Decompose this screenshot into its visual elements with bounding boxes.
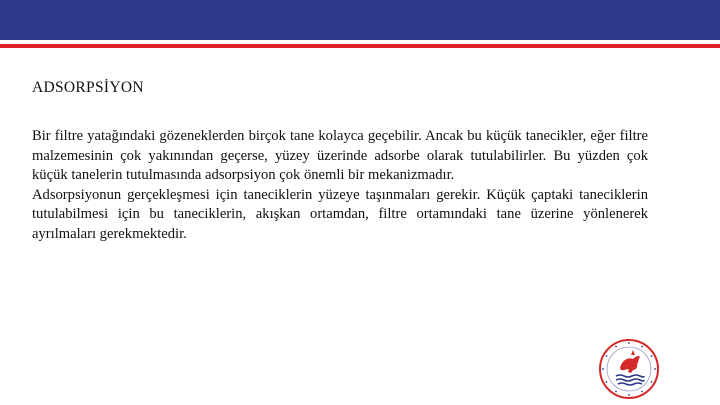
slide-body [32, 127, 648, 245]
header-stripe-red [0, 44, 720, 48]
university-seal-icon [598, 338, 660, 400]
header-stripe-blue [0, 0, 720, 40]
slide-title: ADSORPSİYON [32, 79, 144, 96]
paragraph-1: Bir filtre yatağındaki gözeneklerden birçok tane kolayca geçebilir. Ancak bu küçük tanecikler, eğer filtre malzemesinin çok yakınından geçerse, yüzey üzerinde adsorbe olarak tutulabilirler. Bu yüzden çok küçük tanelerin tutulmasında adsorpsiyon çok önemli bir mekanizmadır. [32, 128, 648, 184]
paragraph-2: Adsorpsiyonun gerçekleşmesi için taneciklerin yüzeye taşınmaları gerekir. Küçük çaptaki taneciklerin tutulabilmesi için bu taneciklerin, akışkan ortamdan, filtre ortamındaki tane üzerine yönlenerek ayrılmaları gerekmektedir. [32, 186, 648, 242]
